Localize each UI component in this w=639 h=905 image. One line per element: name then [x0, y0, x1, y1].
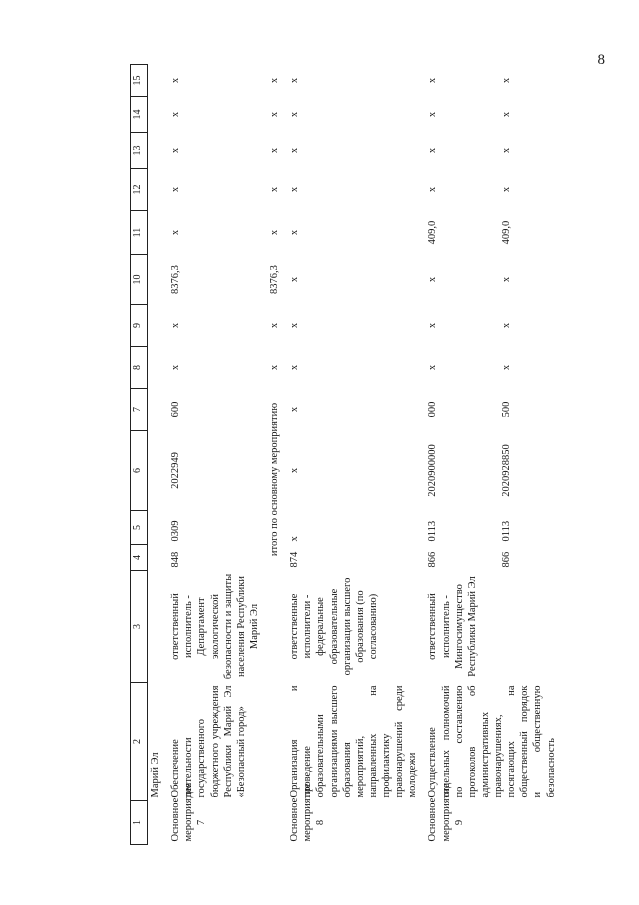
- column-number: 10: [131, 255, 148, 305]
- value-cell: x: [501, 276, 513, 283]
- page-number: 8: [597, 52, 605, 68]
- value-cell: x: [269, 229, 280, 236]
- value-cell: x: [269, 364, 280, 371]
- value-cell: x: [501, 111, 513, 118]
- column-number: 7: [131, 389, 148, 431]
- column-number: 1: [131, 801, 148, 845]
- vr-code: 000: [427, 401, 439, 418]
- csr-code: x: [289, 467, 301, 474]
- column-number: 14: [131, 97, 148, 133]
- executor: ответственный исполнитель - Мингосимущество Республики Марий Эл: [427, 576, 478, 677]
- csr-code: 2022949: [170, 452, 182, 489]
- value-cell: x: [269, 147, 280, 154]
- table-row-total: [262, 65, 282, 845]
- table-row: [148, 65, 164, 845]
- column-number-row: [131, 65, 148, 845]
- value-cell: x: [427, 186, 439, 193]
- value-cell: x: [170, 186, 182, 193]
- value-cell: x: [427, 111, 439, 118]
- value-cell: 8376,3: [269, 265, 280, 294]
- column-number: 8: [131, 347, 148, 389]
- value-cell: x: [427, 147, 439, 154]
- column-number: 5: [131, 511, 148, 545]
- column-number: 12: [131, 169, 148, 211]
- activity-number: Основное мероприятие 9: [427, 783, 465, 842]
- vr-code: 600: [170, 401, 182, 418]
- csr-code: 2020900000: [427, 444, 439, 497]
- value-cell: x: [170, 229, 182, 236]
- rotated-table-container: [130, 65, 639, 845]
- value-cell: x: [289, 322, 301, 329]
- table-row: [163, 65, 262, 845]
- value-cell: x: [289, 111, 301, 118]
- value-cell: x: [427, 276, 439, 283]
- activity-number: Основное мероприятие 8: [289, 783, 327, 842]
- vr-code: x: [289, 406, 301, 413]
- value-cell: 8376,3: [170, 265, 182, 294]
- table-row: [282, 65, 420, 845]
- grbs-code: 874: [289, 551, 301, 568]
- column-number: 2: [131, 683, 148, 801]
- activity-number: Основное мероприятие 7: [170, 783, 208, 842]
- value-cell: x: [501, 186, 513, 193]
- value-cell: x: [269, 322, 280, 329]
- grbs-code: 848: [170, 551, 182, 568]
- value-cell: x: [170, 364, 182, 371]
- value-cell: x: [501, 322, 513, 329]
- value-cell: x: [427, 77, 439, 84]
- value-cell: 409,0: [501, 220, 513, 245]
- value-cell: x: [269, 111, 280, 118]
- value-cell: x: [170, 77, 182, 84]
- total-label: итого по основному мероприятию: [269, 402, 280, 557]
- column-number: 15: [131, 65, 148, 97]
- value-cell: x: [289, 186, 301, 193]
- value-cell: x: [289, 229, 301, 236]
- value-cell: x: [269, 77, 280, 84]
- table-row: [420, 65, 499, 845]
- value-cell: x: [501, 77, 513, 84]
- activity-name: Обеспечение деятельности государственного бюджетного учреждения Республики Марий Эл «Безопасный город»: [170, 685, 247, 798]
- executor: ответственные исполнители - федеральные образовательные организации высшего образования (по согласованию): [289, 577, 379, 676]
- grbs-code: 866: [501, 551, 513, 568]
- value-cell: x: [427, 322, 439, 329]
- value-cell: x: [289, 77, 301, 84]
- executor: ответственный исполнитель - Департамент экологической безопасности и защиты населения Республики Марий Эл: [170, 573, 260, 680]
- rzpr-code: 0309: [170, 520, 182, 542]
- value-cell: x: [289, 364, 301, 371]
- activity-name: Организация и проведение образовательными организациями высшего образования мероприятий, направленных на профилактику правонарушений среди молодежи: [289, 685, 419, 798]
- column-number: 6: [131, 431, 148, 511]
- rzpr-code: 0113: [501, 520, 513, 542]
- column-number: 13: [131, 133, 148, 169]
- value-cell: x: [170, 111, 182, 118]
- value-cell: x: [170, 322, 182, 329]
- column-number: 11: [131, 211, 148, 255]
- value-cell: x: [289, 147, 301, 154]
- value-cell: 409,0: [427, 220, 439, 245]
- value-cell: x: [501, 364, 513, 371]
- activity-name: Осуществление отдельных полномочий по составлению протоколов об административных правонарушениях, посягающих на общественный порядок и общественную безопасность: [427, 685, 557, 798]
- value-cell: x: [427, 364, 439, 371]
- vr-code: 500: [501, 401, 513, 418]
- value-cell: x: [289, 276, 301, 283]
- rzpr-code: x: [289, 536, 301, 542]
- column-number: 9: [131, 305, 148, 347]
- rzpr-code: 0113: [427, 520, 439, 542]
- value-cell: x: [170, 147, 182, 154]
- grbs-code: 866: [427, 551, 439, 568]
- column-number: 3: [131, 571, 148, 683]
- column-number: 4: [131, 545, 148, 571]
- csr-code: 2020928850: [501, 444, 513, 497]
- value-cell: x: [269, 186, 280, 193]
- activity-name: Марий Эл: [150, 752, 161, 798]
- value-cell: x: [501, 147, 513, 154]
- program-table: [130, 64, 559, 845]
